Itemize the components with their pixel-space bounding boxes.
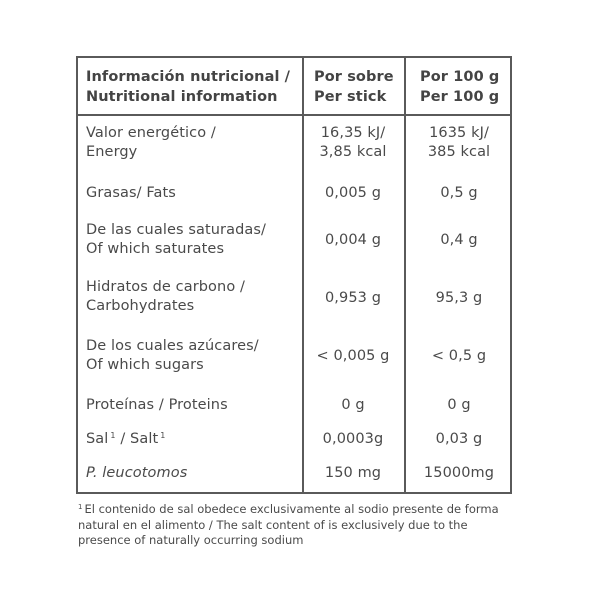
row-100g-proteins: 0 g: [447, 397, 471, 413]
row-stick-salt: 0,0003g: [322, 431, 384, 447]
row-100g-saturates: 0,4 g: [440, 232, 478, 248]
row-stick-carbohydrates: 0,953 g: [324, 290, 382, 306]
footnote-mark: 1: [110, 431, 116, 440]
row-100g-sugars: < 0,5 g: [431, 348, 487, 364]
header-100g-es: Por 100 g: [420, 69, 500, 85]
row-100g-p-leucotomos: 15000mg: [423, 465, 495, 481]
row-value-line: 16,35 kJ/: [320, 125, 386, 141]
footnote-mark: 1: [78, 503, 83, 511]
row-value-line: 3,85 kcal: [319, 144, 387, 160]
row-stick-saturates: 0,004 g: [324, 232, 382, 248]
row-100g-carbohydrates: 95,3 g: [435, 290, 483, 306]
row-label-sugars: [86, 337, 259, 375]
row-label-p-leucotomos: P. leucotomos: [86, 465, 188, 481]
header-nutrition-info: [86, 67, 290, 107]
row-stick-fats: 0,005 g: [324, 185, 382, 201]
row-stick-energy: [302, 124, 404, 162]
row-value-line: 385 kcal: [427, 144, 491, 160]
nutrition-table: [76, 56, 512, 494]
footnote: [78, 502, 518, 549]
row-100g-energy: [406, 124, 512, 162]
row-100g-salt: 0,03 g: [435, 431, 483, 447]
header-stick-en: Per stick: [314, 89, 387, 105]
row-label-line: Hidratos de carbono /: [86, 279, 245, 295]
row-label-fats: Grasas/ Fats: [86, 185, 176, 201]
row-value-line: 1635 kJ/: [429, 125, 489, 141]
salt-label-en: / Salt: [120, 431, 159, 447]
row-stick-proteins: 0 g: [341, 397, 365, 413]
footnote-text: El contenido de sal obedece exclusivamente al sodio presente de forma natural en el alimento / The salt content of is exclusively due to the presence of naturally occurring sodium: [78, 502, 499, 547]
header-divider: [78, 114, 510, 116]
row-label-line: Valor energético /: [86, 125, 216, 141]
header-100g-en: Per 100 g: [420, 89, 500, 105]
header-per-stick: [314, 67, 416, 107]
row-label-line: De los cuales azúcares/: [86, 338, 259, 354]
row-label-line: Of which sugars: [86, 357, 204, 373]
row-label-line: Of which saturates: [86, 241, 225, 257]
row-100g-fats: 0,5 g: [440, 185, 478, 201]
row-label-line: De las cuales saturadas/: [86, 222, 267, 238]
header-per-100g: [420, 67, 526, 107]
row-label-carbohydrates: [86, 278, 245, 316]
row-label-line: Energy: [86, 144, 138, 160]
row-label-energy: [86, 124, 216, 162]
header-label-en: Nutritional information: [86, 89, 278, 105]
row-label-line: Carbohydrates: [86, 298, 195, 314]
row-label-saturates: [86, 221, 266, 259]
row-stick-sugars: < 0,005 g: [316, 348, 390, 364]
row-label-proteins: Proteínas / Proteins: [86, 397, 228, 413]
footnote-mark: 1: [160, 431, 166, 440]
row-label-salt: [86, 430, 165, 449]
row-stick-p-leucotomos: 150 mg: [324, 465, 382, 481]
header-stick-es: Por sobre: [314, 69, 394, 85]
header-label-es: Información nutricional /: [86, 69, 291, 85]
salt-label-es: Sal: [86, 431, 109, 447]
